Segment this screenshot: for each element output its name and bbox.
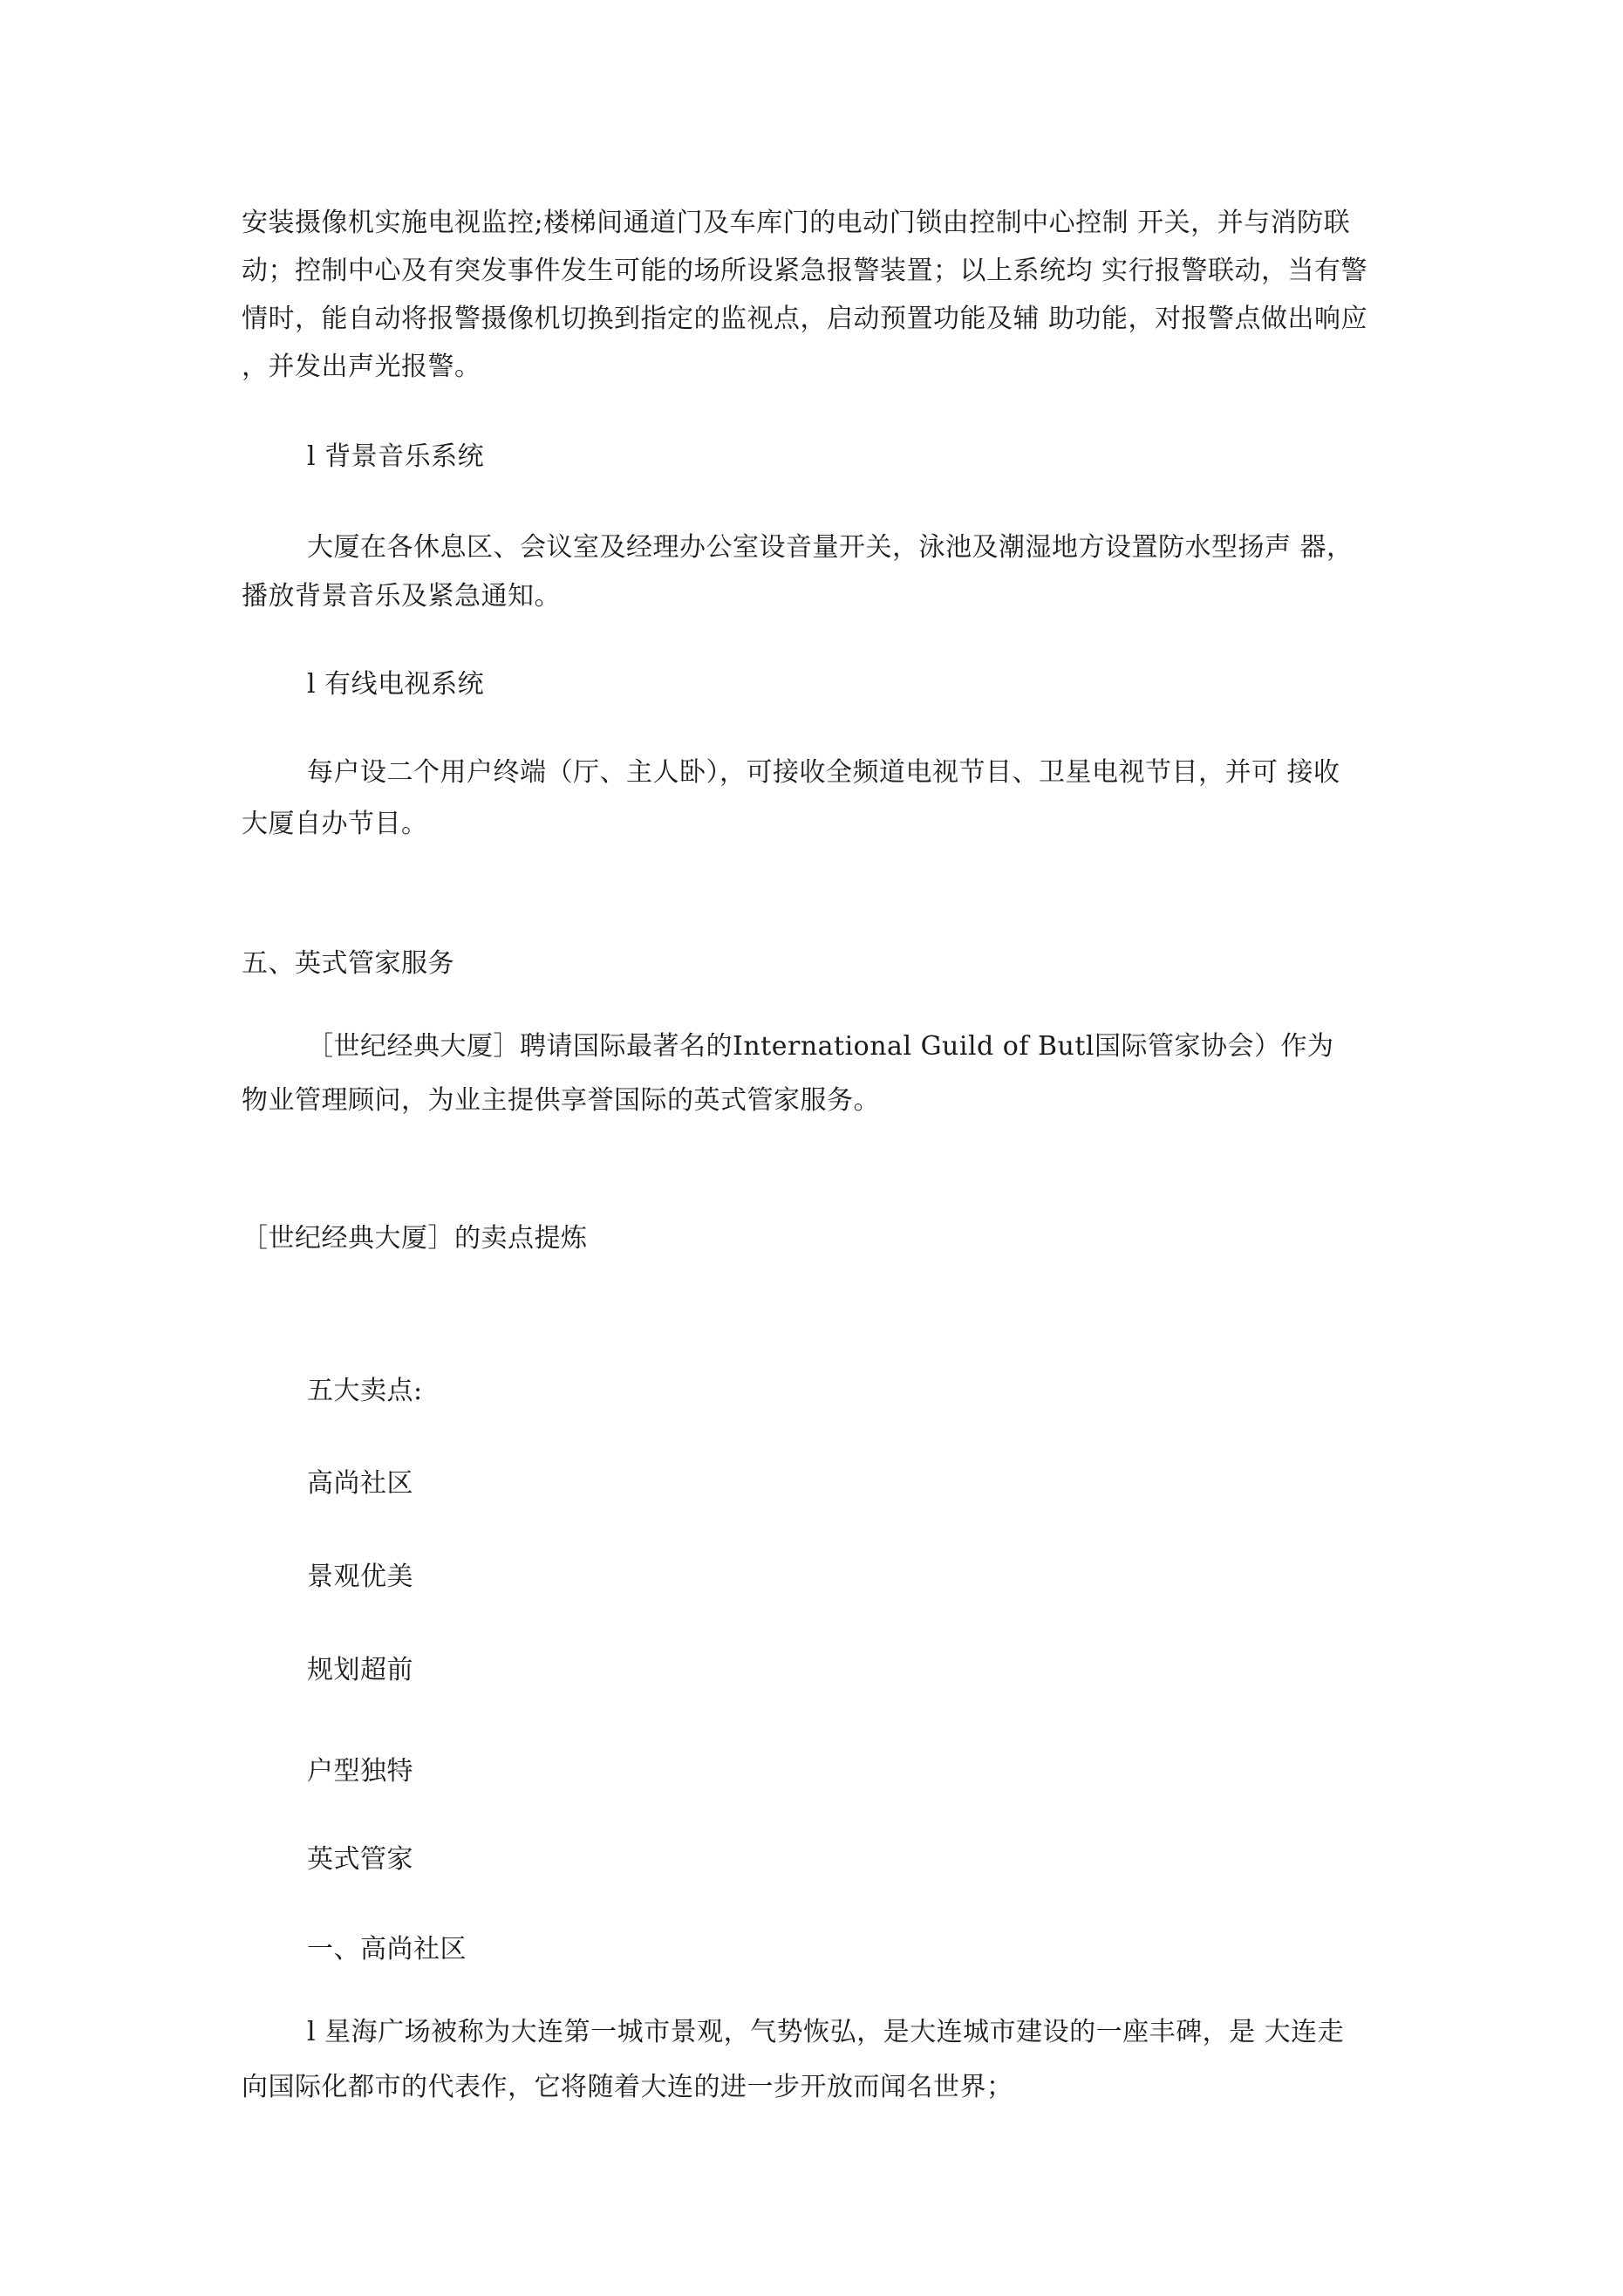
heading-cable-tv: l 有线电视系统: [307, 669, 485, 700]
paragraph-security-line-3: 情时，能自动将报警摄像机切换到指定的监视点，启动预置功能及辅 助功能，对报警点做出响应: [242, 304, 1368, 334]
paragraph-security-line-2: 动；控制中心及有突发事件发生可能的场所设紧急报警装置；以上系统均 实行报警联动，当有警: [242, 256, 1368, 286]
heading-background-music: l 背景音乐系统: [307, 441, 485, 472]
paragraph-section-one-line-1: l 星海广场被称为大连第一城市景观，气势恢弘，是大连城市建设的一座丰碑，是 大连走: [307, 2017, 1345, 2047]
heading-selling-points: ［世纪经典大厦］的卖点提炼: [242, 1223, 588, 1254]
paragraph-section-one-line-2: 向国际化都市的代表作，它将随着大连的进一步开放而闻名世界；: [242, 2072, 1013, 2102]
paragraph-cable-tv-line-2: 大厦自办节目。: [242, 809, 428, 839]
paragraph-background-music-line-2: 播放背景音乐及紧急通知。: [242, 581, 561, 612]
heading-butler-service: 五、英式管家服务: [242, 948, 454, 979]
five-selling-points-title: 五大卖点:: [307, 1376, 423, 1406]
paragraph-background-music-line-1: 大厦在各休息区、会议室及经理办公室设音量开关，泳池及潮湿地方设置防水型扬声 器，: [307, 532, 1354, 563]
paragraph-butler-line-2: 物业管理顾问，为业主提供享誉国际的英式管家服务。: [242, 1085, 880, 1116]
selling-point-item: 户型独特: [307, 1756, 413, 1787]
paragraph-security-line-1: 安装摄像机实施电视监控;楼梯间通道门及车库门的电动门锁由控制中心控制 开关，并与消防联: [242, 208, 1351, 238]
selling-point-item: 英式管家: [307, 1844, 413, 1875]
paragraph-cable-tv-line-1: 每户设二个用户终端（厅、主人卧），可接收全频道电视节目、卫星电视节目，并可 接收: [307, 757, 1340, 788]
selling-point-item: 景观优美: [307, 1561, 413, 1592]
paragraph-butler-line-1: ［世纪经典大厦］聘请国际最著名的International Guild of Butl国际管家协会）作为: [307, 1031, 1334, 1062]
selling-point-item: 规划超前: [307, 1655, 413, 1685]
selling-point-item: 高尚社区: [307, 1468, 413, 1499]
paragraph-security-line-4: ，并发出声光报警。: [242, 352, 481, 382]
heading-section-one: 一、高尚社区: [307, 1934, 467, 1965]
